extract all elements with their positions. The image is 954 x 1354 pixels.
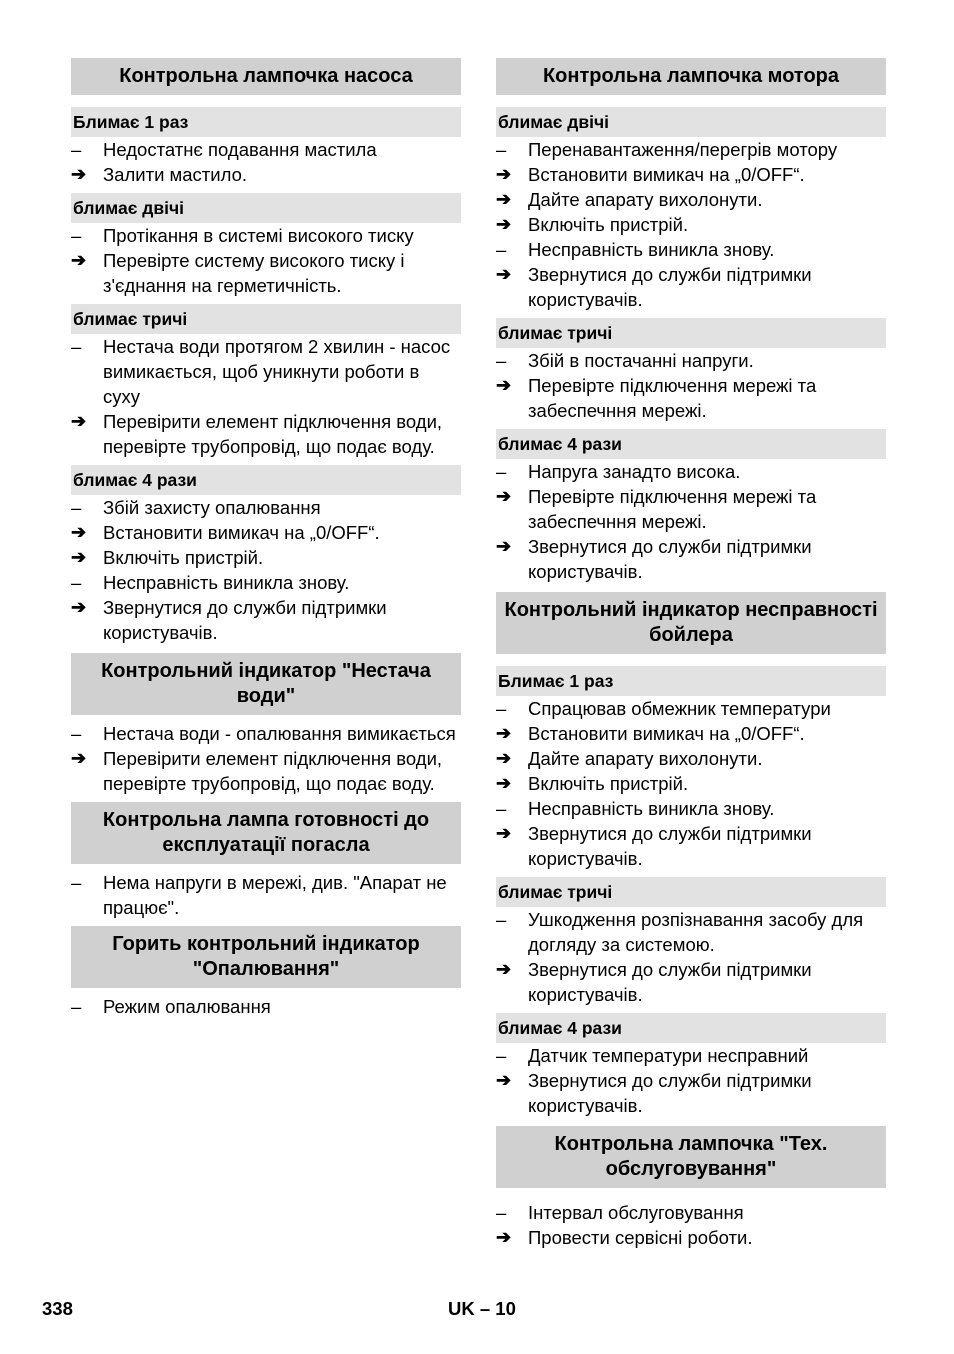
dash-icon: – [71, 572, 82, 593]
item-text: Ушкодження розпізнавання засобу для догляду за системою. [528, 909, 864, 955]
dash-icon: – [496, 798, 507, 819]
section-heading: Контрольний індикатор "Нестача води" [71, 653, 461, 715]
blink-pattern-heading: блимає 4 рази [496, 429, 886, 459]
item-text: Провести сервісні роботи. [528, 1227, 753, 1248]
item-text: Звернутися до служби підтримки користувачів. [528, 536, 812, 582]
dash-icon: – [71, 723, 82, 744]
page-number: 338 [42, 1298, 73, 1319]
action-item [496, 821, 886, 871]
cause-item [71, 570, 461, 595]
arrow-right-icon: ➔ [496, 214, 512, 234]
cause-item [496, 237, 886, 262]
arrow-right-icon: ➔ [71, 547, 87, 567]
blink-pattern-heading: блимає 4 рази [496, 1013, 886, 1043]
cause-item [496, 907, 886, 957]
cause-item [496, 1200, 886, 1225]
section-label: UK – 10 [448, 1298, 516, 1319]
cause-item [496, 1043, 886, 1068]
cause-item [71, 721, 461, 746]
arrow-right-icon: ➔ [71, 522, 87, 542]
item-text: Звернутися до служби підтримки користувачів. [528, 959, 812, 1005]
section-heading: Контрольна лампа готовності до експлуатації погасла [71, 802, 461, 864]
arrow-right-icon: ➔ [71, 250, 87, 270]
arrow-right-icon: ➔ [496, 748, 512, 768]
item-text: Несправність виникла знову. [528, 239, 775, 260]
arrow-right-icon: ➔ [496, 823, 512, 843]
cause-item [496, 348, 886, 373]
section-heading: Контрольна лампочка мотора [496, 58, 886, 95]
dash-icon: – [496, 239, 507, 260]
blink-pattern-heading: блимає тричі [496, 877, 886, 907]
blink-pattern-heading: блимає двічі [496, 107, 886, 137]
item-text: Нема напруги в мережі, див. "Апарат не працює". [103, 872, 447, 918]
item-text: Перевірте підключення мережі та забеспечння мережі. [528, 486, 817, 532]
item-text: Включіть пристрій. [528, 214, 689, 235]
dash-icon: – [496, 698, 507, 719]
action-item [496, 373, 886, 423]
arrow-right-icon: ➔ [496, 164, 512, 184]
dash-icon: – [496, 350, 507, 371]
cause-item [71, 137, 461, 162]
action-item [496, 162, 886, 187]
arrow-right-icon: ➔ [71, 597, 87, 617]
item-text: Встановити вимикач на „0/OFF“. [528, 164, 805, 185]
action-item [496, 746, 886, 771]
item-text: Інтервал обслуговування [528, 1202, 744, 1223]
item-text: Збій захисту опалювання [103, 497, 321, 518]
arrow-right-icon: ➔ [496, 1227, 512, 1247]
item-text: Напруга занадто висока. [528, 461, 741, 482]
dash-icon: – [496, 139, 507, 160]
right-column [496, 58, 886, 1250]
section-heading: Горить контрольний індикатор "Опалювання" [71, 926, 461, 988]
dash-icon: – [71, 996, 82, 1017]
action-item [496, 1068, 886, 1118]
item-text: Включіть пристрій. [103, 547, 264, 568]
section-heading: Контрольна лампочка насоса [71, 58, 461, 95]
cause-item [496, 137, 886, 162]
blink-pattern-heading: блимає двічі [71, 193, 461, 223]
action-item [71, 746, 461, 796]
item-text: Перевірте підключення мережі та забеспечння мережі. [528, 375, 817, 421]
arrow-right-icon: ➔ [71, 164, 87, 184]
item-text: Несправність виникла знову. [528, 798, 775, 819]
dash-icon: – [496, 1045, 507, 1066]
arrow-right-icon: ➔ [71, 411, 87, 431]
action-item [496, 957, 886, 1007]
item-text: Перевірте систему високого тиску і з'єднання на герметичність. [103, 250, 405, 296]
dash-icon: – [71, 336, 82, 357]
item-text: Залити мастило. [103, 164, 248, 185]
dash-icon: – [71, 225, 82, 246]
action-item [496, 771, 886, 796]
action-item [496, 1225, 886, 1250]
action-item [496, 187, 886, 212]
dash-icon: – [496, 461, 507, 482]
cause-item [71, 223, 461, 248]
cause-item [496, 696, 886, 721]
item-text: Перевірити елемент підключення води, перевірте трубопровід, що подає воду. [103, 411, 443, 457]
cause-item [71, 334, 461, 409]
cause-item [496, 459, 886, 484]
section-heading: Контрольний індикатор несправності бойлера [496, 592, 886, 654]
blink-pattern-heading: блимає тричі [496, 318, 886, 348]
arrow-right-icon: ➔ [496, 189, 512, 209]
item-text: Звернутися до служби підтримки користувачів. [528, 823, 812, 869]
action-item [71, 409, 461, 459]
item-text: Звернутися до служби підтримки користувачів. [528, 264, 812, 310]
action-item [496, 484, 886, 534]
dash-icon: – [71, 139, 82, 160]
blink-pattern-heading: блимає тричі [71, 304, 461, 334]
item-text: Перенавантаження/перегрів мотору [528, 139, 838, 160]
arrow-right-icon: ➔ [71, 748, 87, 768]
item-text: Датчик температури несправний [528, 1045, 809, 1066]
arrow-right-icon: ➔ [496, 773, 512, 793]
cause-item [71, 495, 461, 520]
item-text: Нестача води протягом 2 хвилин - насос вимикається, щоб уникнути роботи в суху [103, 336, 451, 407]
left-column [71, 58, 461, 1019]
item-text: Включіть пристрій. [528, 773, 689, 794]
arrow-right-icon: ➔ [496, 536, 512, 556]
cause-item [496, 796, 886, 821]
arrow-right-icon: ➔ [496, 264, 512, 284]
item-text: Перевірити елемент підключення води, перевірте трубопровід, що подає воду. [103, 748, 443, 794]
item-text: Звернутися до служби підтримки користувачів. [103, 597, 387, 643]
action-item [71, 595, 461, 645]
item-text: Збій в постачанні напруги. [528, 350, 754, 371]
action-item [71, 520, 461, 545]
action-item [496, 212, 886, 237]
action-item [496, 534, 886, 584]
dash-icon: – [71, 497, 82, 518]
item-text: Звернутися до служби підтримки користувачів. [528, 1070, 812, 1116]
item-text: Встановити вимикач на „0/OFF“. [528, 723, 805, 744]
action-item [71, 545, 461, 570]
dash-icon: – [71, 872, 82, 893]
arrow-right-icon: ➔ [496, 486, 512, 506]
item-text: Режим опалювання [103, 996, 271, 1017]
cause-item [71, 870, 461, 920]
item-text: Спрацював обмежник температури [528, 698, 831, 719]
blink-pattern-heading: Блимає 1 раз [496, 666, 886, 696]
arrow-right-icon: ➔ [496, 1070, 512, 1090]
item-text: Дайте апарату вихолонути. [528, 748, 763, 769]
item-text: Недостатнє подавання мастила [103, 139, 377, 160]
action-item [71, 248, 461, 298]
section-heading: Контрольна лампочка "Тех. обслуговування" [496, 1126, 886, 1188]
blink-pattern-heading: Блимає 1 раз [71, 107, 461, 137]
action-item [71, 162, 461, 187]
cause-item [71, 994, 461, 1019]
item-text: Нестача води - опалювання вимикається [103, 723, 456, 744]
dash-icon: – [496, 909, 507, 930]
action-item [496, 262, 886, 312]
item-text: Дайте апарату вихолонути. [528, 189, 763, 210]
item-text: Протікання в системі високого тиску [103, 225, 414, 246]
action-item [496, 721, 886, 746]
arrow-right-icon: ➔ [496, 959, 512, 979]
arrow-right-icon: ➔ [496, 723, 512, 743]
item-text: Несправність виникла знову. [103, 572, 350, 593]
item-text: Встановити вимикач на „0/OFF“. [103, 522, 380, 543]
blink-pattern-heading: блимає 4 рази [71, 465, 461, 495]
arrow-right-icon: ➔ [496, 375, 512, 395]
dash-icon: – [496, 1202, 507, 1223]
